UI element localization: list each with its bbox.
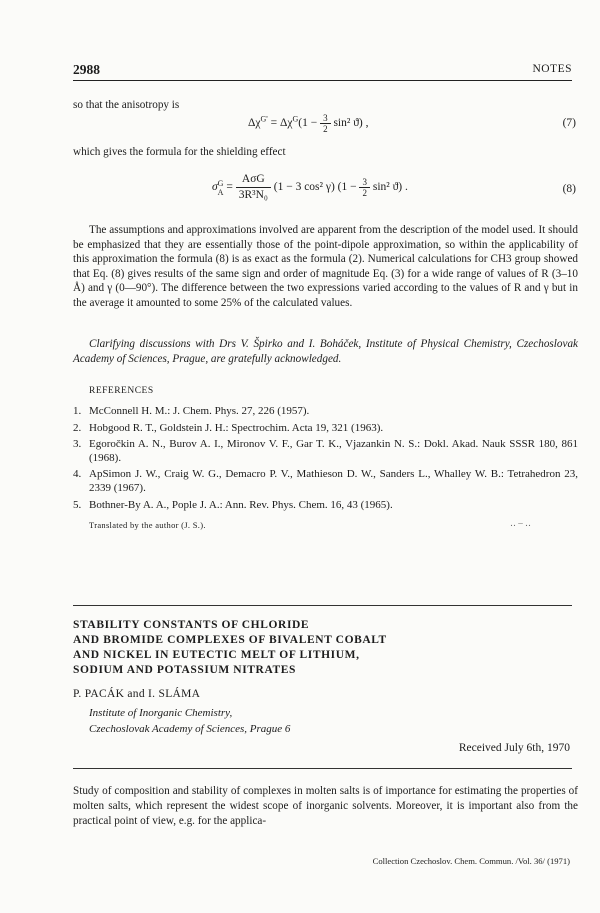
paragraph-assumptions: The assumptions and approximations involved are apparent from the description of the model used. It should be emphasized that they are essentially those of the point-dipole approximation, so within the applicability of this approximation the formula (8) is as exact as the formula (2). Numerical calculations for CH3 group showed that Eq. (8) gives results of the same sign and order of magnitude Eq. (3) for a wide range of values of R (3–10 Å) and γ (0—90°). The difference between the two expressions varied according to the values of R and γ but in the average it amounted to some 25% of the calculated values. (73, 224, 578, 309)
article-body: Study of composition and stability of complexes in molten salts is of importance for estimating the properties of molten salts, which represent the widest scope of inorganic solvents. Moreover, it is important also from the practical point of view, e.g. for the applica- (73, 785, 578, 827)
reference-item: 1. McConnell H. M.: J. Chem. Phys. 27, 226 (1957). (73, 405, 310, 417)
article-authors: P. PACÁK and I. SLÁMA (73, 688, 201, 700)
eq7-lhs-sup: G' (260, 114, 268, 124)
eq8-main-fraction (236, 172, 271, 203)
article-title-line: AND BROMIDE COMPLEXES OF BIVALENT COBALT (73, 634, 387, 646)
article-title (73, 618, 387, 678)
references-title: REFERENCES (89, 386, 154, 396)
affiliation-line: Czechoslovak Academy of Sciences, Prague 6 (89, 723, 291, 735)
article-separator (73, 605, 572, 606)
reference-item: 4. ApSimon J. W., Craig W. G., Demacro P. V., Mathieson D. W., Sanders L., Whalley W. B.: Tetrahedron 23, 2339 (1967). (73, 468, 578, 494)
page-footer: Collection Czechoslov. Chem. Commun. /Vol. 36/ (1971) (372, 856, 570, 866)
eq7-mid: = Δχ (270, 117, 293, 130)
eq7-lhs: Δχ (248, 117, 261, 130)
article-title-line: AND NICKEL IN EUTECTIC MELT OF LITHIUM, (73, 649, 360, 661)
eq8-lhs-sup: G (217, 178, 224, 188)
intro-line: so that the anisotropy is (73, 99, 180, 111)
acknowledgement: Clarifying discussions with Drs V. Špirko and I. Boháček, Institute of Physical Chemistry, Czechoslovak Academy of Sciences, Prague, are gratefully acknowledged. (73, 338, 578, 365)
eq8-lhs: σ (212, 181, 218, 194)
translator-note: Translated by the author (J. S.). (89, 520, 206, 530)
reference-item: 5. Bothner-By A. A., Pople J. A.: Ann. Rev. Phys. Chem. 16, 43 (1965). (73, 499, 393, 511)
equation-8-number: (8) (562, 183, 576, 195)
eq8-tail: sin² ϑ) . (369, 181, 408, 194)
eq8-equals: = (226, 181, 233, 194)
reference-item: 2. Hobgood R. T., Goldstein J. H.: Spectrochim. Acta 19, 321 (1963). (73, 422, 384, 434)
eq8-denominator: 3R³N₀ (238, 189, 268, 201)
reference-item: 3. Egoročkin A. N., Burov A. I., Mironov V. F., Gar T. K., Vjazankin N. S.: Dokl. Akad. Nauk SSSR 180, 861 (1968). (73, 438, 578, 464)
article-affiliation (89, 705, 290, 737)
article-title-line: STABILITY CONSTANTS OF CHLORIDE (73, 619, 310, 631)
eq7-paren: (1 − (298, 117, 321, 130)
header-rule (73, 80, 572, 81)
eq8-small-fraction: $\frac{3}{2}$ (359, 177, 370, 198)
page-number: 2988 (73, 62, 100, 77)
equation-7-number: (7) (562, 117, 576, 129)
print-smudge: ‥ ‒ ‥ (510, 518, 532, 528)
section-label: NOTES (532, 63, 572, 75)
eq8-rest: (1 − 3 cos² γ) (1 − (273, 181, 360, 194)
article-title-line: SODIUM AND POTASSIUM NITRATES (73, 664, 297, 676)
received-date: Received July 6th, 1970 (458, 742, 570, 754)
affiliation-line: Institute of Inorganic Chemistry, (89, 707, 233, 719)
page-header (73, 62, 572, 82)
eq7-fraction: $\frac{3}{2}$ (320, 113, 331, 134)
eq7-tail: sin² ϑ) , (330, 117, 369, 130)
eq7-mid-sup: G (292, 114, 299, 124)
eq8-lhs-sub: A (217, 187, 224, 197)
equation-7 (248, 113, 368, 134)
eq8-numerator: AσG (236, 172, 271, 188)
article-body-separator (73, 768, 572, 769)
equation-8 (212, 172, 408, 203)
shielding-line: which gives the formula for the shielding effect (73, 146, 286, 158)
